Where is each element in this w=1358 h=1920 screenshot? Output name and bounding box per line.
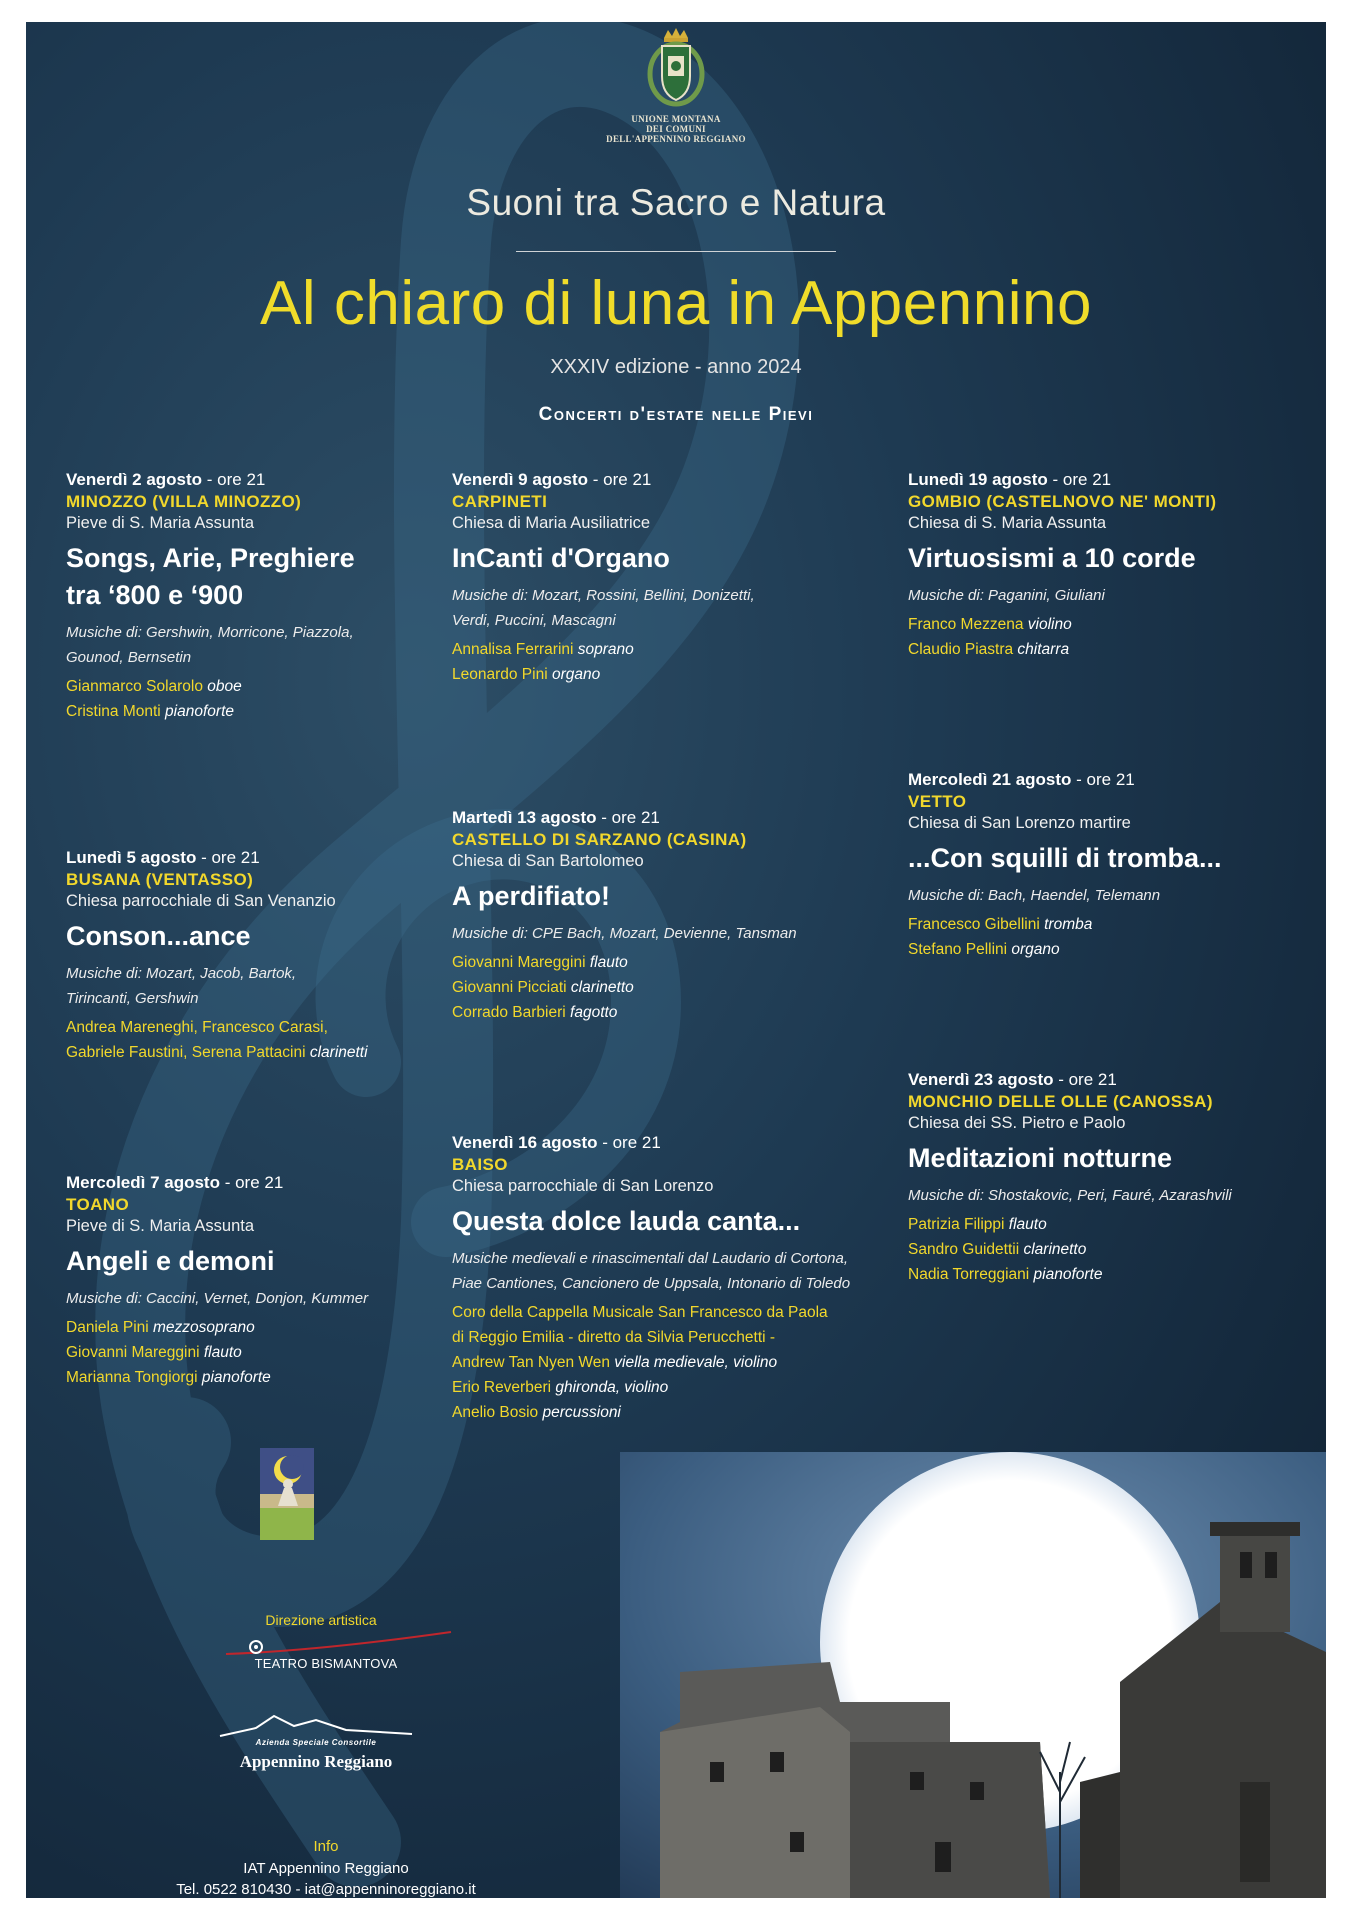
concert-program-line: Musiche di: Caccini, Vernet, Donjon, Kummer [66, 1290, 369, 1307]
performer-line [452, 662, 882, 687]
concert-time: - ore 21 [588, 470, 652, 489]
performer-instrument: flauto [1004, 1216, 1047, 1233]
concert-place: MINOZZO (VILLA MINOZZO) [66, 492, 302, 511]
concert-program-line: Musiche di: Paganini, Giuliani [908, 587, 1105, 604]
performer-name: Andrea Mareneghi, Francesco Carasi, [66, 1019, 328, 1036]
concert-time: - ore 21 [196, 848, 260, 867]
concert-title-line: InCanti d'Organo [452, 543, 670, 573]
teatro-name: TEATRO BISMANTOVA [254, 1656, 398, 1671]
concert-venue: Chiesa di Maria Ausiliatrice [452, 514, 651, 532]
concert-day: Venerdì 9 agosto [452, 470, 589, 489]
concert-day: Venerdì 16 agosto [452, 1133, 598, 1152]
poster [26, 22, 1326, 1898]
moonlight-photo [620, 1452, 1326, 1898]
performer-line [66, 1340, 426, 1365]
concert-program [452, 583, 882, 633]
performer-name: Annalisa Ferrarini [452, 641, 574, 658]
performer-instrument: chitarra [1013, 641, 1070, 658]
performer-instrument: clarinetti [305, 1044, 368, 1061]
performer-instrument: tromba [1039, 916, 1093, 933]
performer-line [66, 1315, 426, 1340]
azienda-name: Appennino Reggiano [239, 1752, 393, 1771]
mountain-logo-icon [216, 1710, 416, 1738]
concert-venue: Chiesa di San Lorenzo martire [908, 814, 1131, 832]
performer-line [452, 950, 882, 975]
concert-program-line: Musiche di: Mozart, Rossini, Bellini, Donizetti, [452, 587, 755, 604]
concert-title [452, 540, 882, 577]
performer-name: Andrew Tan Nyen Wen [452, 1354, 610, 1371]
concert-title-line: ...Con squilli di tromba... [908, 843, 1222, 873]
concert-title [908, 540, 1318, 577]
concert-date [66, 1172, 426, 1194]
performer-name: Sandro Guidettii [908, 1241, 1020, 1258]
performer-line [452, 1300, 892, 1325]
performer-name: Anelio Bosio [452, 1404, 539, 1421]
concert-performers [908, 912, 1318, 962]
concert-venue: Pieve di S. Maria Assunta [66, 1217, 255, 1235]
concert-performers [908, 612, 1318, 662]
performer-line [908, 1262, 1318, 1287]
performer-name: Leonardo Pini [452, 666, 548, 683]
concert-day: Mercoledì 7 agosto [66, 1173, 220, 1192]
performer-name: Gabriele Faustini, Serena Pattacini [66, 1044, 306, 1061]
performer-line [452, 975, 882, 1000]
concert-program [66, 1286, 426, 1311]
concert-card [908, 469, 1318, 662]
performer-line [452, 1000, 882, 1025]
performer-line [452, 1350, 892, 1375]
crest-caption-1: UNIONE MONTANA [631, 114, 721, 124]
performer-name: Erio Reverberi [452, 1379, 552, 1396]
concert-venue: Chiesa di S. Maria Assunta [908, 514, 1107, 532]
concert-program [452, 1246, 892, 1296]
performer-name: Patrizia Filippi [908, 1216, 1005, 1233]
concert-program-line: Musiche di: Mozart, Jacob, Bartok, [66, 965, 297, 982]
performer-line [452, 1400, 892, 1425]
concert-place: MONCHIO DELLE OLLE (CANOSSA) [908, 1092, 1213, 1111]
performer-name: Nadia Torreggiani [908, 1266, 1030, 1283]
concert-program [452, 921, 882, 946]
concert-performers [908, 1212, 1318, 1287]
performer-line [908, 1212, 1318, 1237]
concert-card [908, 769, 1318, 962]
concert-performers [452, 1300, 892, 1425]
performer-instrument: flauto [585, 954, 628, 971]
series-title: Suoni tra Sacro e Natura [466, 182, 886, 223]
performer-instrument: fagotto [565, 1004, 618, 1021]
performer-instrument: mezzosoprano [148, 1319, 255, 1336]
concert-title-line: tra ‘800 e ‘900 [66, 580, 244, 610]
concert-program [908, 583, 1318, 608]
performer-line [908, 1237, 1318, 1262]
performer-line [66, 1365, 426, 1390]
performer-instrument: pianoforte [1029, 1266, 1103, 1283]
concert-card [908, 1069, 1318, 1287]
concert-performers [66, 1015, 426, 1065]
concert-place: TOANO [66, 1195, 130, 1214]
concert-venue: Chiesa parrocchiale di San Venanzio [66, 892, 336, 910]
crest-icon [646, 24, 706, 110]
concert-title-line: Angeli e demoni [66, 1246, 275, 1276]
performer-name: Francesco Gibellini [908, 916, 1040, 933]
performer-line [908, 937, 1318, 962]
concert-venue: Chiesa dei SS. Pietro e Paolo [908, 1114, 1126, 1132]
performer-name: Cristina Monti [66, 703, 161, 720]
concert-card [66, 469, 426, 724]
performer-line [66, 1040, 426, 1065]
performer-name: Giovanni Mareggini [452, 954, 586, 971]
performer-line [908, 912, 1318, 937]
concert-card [452, 807, 882, 1025]
edition: XXXIV edizione - anno 2024 [550, 356, 802, 378]
concert-venue: Pieve di S. Maria Assunta [66, 514, 255, 532]
concert-place: BUSANA (VENTASSO) [66, 870, 254, 889]
concert-date [452, 807, 882, 829]
performer-name: Giovanni Mareggini [66, 1344, 200, 1361]
performer-line [908, 637, 1318, 662]
concert-day: Martedì 13 agosto [452, 808, 597, 827]
concert-program-line: Musiche di: Bach, Haendel, Telemann [908, 887, 1161, 904]
concert-card [452, 1132, 892, 1425]
concert-date [66, 847, 426, 869]
concert-program-line: Piae Cantiones, Cancionero de Uppsala, Intonario di Toledo [452, 1275, 851, 1292]
concert-performers [66, 674, 426, 724]
concert-date [452, 1132, 892, 1154]
concert-date [66, 469, 426, 491]
performer-name: Coro della Cappella Musicale San Francesco da Paola [452, 1304, 828, 1321]
concert-title-line: Questa dolce lauda canta... [452, 1206, 801, 1236]
performer-line [452, 1375, 892, 1400]
concert-day: Venerdì 2 agosto [66, 470, 203, 489]
performer-name: Stefano Pellini [908, 941, 1008, 958]
performer-name: Corrado Barbieri [452, 1004, 566, 1021]
performer-line [66, 674, 426, 699]
concert-performers [452, 637, 882, 687]
concert-title [452, 1203, 892, 1240]
performer-line [908, 612, 1318, 637]
performer-instrument: pianoforte [160, 703, 234, 720]
performer-instrument: oboe [202, 678, 242, 695]
concert-place: CARPINETI [452, 492, 548, 511]
concert-program [66, 961, 426, 1011]
concert-date [908, 1069, 1318, 1091]
performer-name: Franco Mezzena [908, 616, 1024, 633]
main-title: Al chiaro di luna in Appennino [260, 269, 1092, 338]
concert-program-line: Verdi, Puccini, Mascagni [452, 612, 616, 629]
crest-caption-2: DEI COMUNI [646, 124, 706, 134]
concert-time: - ore 21 [596, 808, 660, 827]
performer-instrument: viella medievale, violino [609, 1354, 778, 1371]
concert-performers [66, 1315, 426, 1390]
concert-place: BAISO [452, 1155, 508, 1174]
performer-instrument: organo [1007, 941, 1060, 958]
concert-performers [452, 950, 882, 1025]
concert-time: - ore 21 [202, 470, 266, 489]
info-org: IAT Appennino Reggiano [243, 1860, 409, 1877]
concert-day: Lunedì 5 agosto [66, 848, 197, 867]
concert-place: GOMBIO (CASTELNOVO NE' MONTI) [908, 492, 1217, 511]
performer-name: Gianmarco Solarolo [66, 678, 203, 695]
concert-program [66, 620, 426, 670]
performer-instrument: organo [547, 666, 601, 683]
concert-card [452, 469, 882, 687]
concert-program-line: Tirincanti, Gershwin [66, 990, 199, 1007]
performer-line [452, 637, 882, 662]
concert-title [66, 1243, 426, 1280]
performer-instrument: pianoforte [197, 1369, 271, 1386]
concert-program-line: Musiche di: Shostakovic, Peri, Fauré, Azarashvili [908, 1187, 1232, 1204]
performer-instrument: violino [1023, 616, 1072, 633]
concert-place: VETTO [908, 792, 967, 811]
concert-program-line: Gounod, Bernsetin [66, 649, 192, 666]
concert-date [452, 469, 882, 491]
concert-day: Venerdì 23 agosto [908, 1070, 1054, 1089]
subtitle: Concerti d'estate nelle Pievi [538, 404, 814, 425]
concert-title-line: Meditazioni notturne [908, 1143, 1172, 1173]
concert-date [908, 769, 1318, 791]
concert-day: Lunedì 19 agosto [908, 470, 1048, 489]
performer-instrument: percussioni [538, 1404, 621, 1421]
concert-title [908, 840, 1318, 877]
concert-title [452, 878, 882, 915]
concert-program-line: Musiche di: CPE Bach, Mozart, Devienne, Tansman [452, 925, 797, 942]
concert-program [908, 883, 1318, 908]
concert-time: - ore 21 [219, 1173, 284, 1192]
concert-venue: Chiesa di San Bartolomeo [452, 852, 644, 870]
performer-instrument: ghironda, violino [551, 1379, 669, 1396]
performer-instrument: clarinetto [1019, 1241, 1087, 1258]
concert-day: Mercoledì 21 agosto [908, 770, 1072, 789]
concert-card [66, 1172, 426, 1390]
performer-name: Giovanni Picciati [452, 979, 567, 996]
concert-place: CASTELLO DI SARZANO (CASINA) [452, 830, 747, 849]
direction-label: Direzione artistica [265, 1612, 377, 1628]
concert-program-line: Musiche di: Gershwin, Morricone, Piazzola, [66, 624, 354, 641]
title-divider [516, 251, 836, 252]
concert-venue: Chiesa parrocchiale di San Lorenzo [452, 1177, 714, 1195]
performer-name: Daniela Pini [66, 1319, 149, 1336]
performer-instrument: flauto [199, 1344, 242, 1361]
performer-line [66, 1015, 426, 1040]
performer-name: Marianna Tongiorgi [66, 1369, 198, 1386]
concert-time: - ore 21 [597, 1133, 661, 1152]
concert-title [66, 540, 426, 614]
info-contacts[interactable]: Tel. 0522 810430 - iat@appenninoreggiano.it [176, 1881, 476, 1898]
concert-title-line: Songs, Arie, Preghiere [66, 543, 355, 573]
concert-time: - ore 21 [1071, 770, 1135, 789]
performer-name: Claudio Piastra [908, 641, 1014, 658]
performer-instrument: clarinetto [566, 979, 634, 996]
concert-program [908, 1183, 1318, 1208]
performer-line [66, 699, 426, 724]
concert-time: - ore 21 [1047, 470, 1112, 489]
concert-title-line: Virtuosismi a 10 corde [908, 543, 1196, 573]
moon-tile-icon [260, 1448, 314, 1540]
info-label: Info [313, 1838, 339, 1855]
azienda-label: Azienda Speciale Consortile [255, 1738, 377, 1747]
performer-instrument: soprano [573, 641, 634, 658]
crest-caption-3: DELL'APPENNINO REGGIANO [606, 134, 746, 144]
concert-time: - ore 21 [1053, 1070, 1117, 1089]
concert-card [66, 847, 426, 1065]
performer-line [452, 1325, 892, 1350]
performer-name: di Reggio Emilia - diretto da Silvia Perucchetti - [452, 1329, 776, 1346]
concert-title [66, 918, 426, 955]
concert-title [908, 1140, 1318, 1177]
concert-title-line: A perdifiato! [452, 881, 610, 911]
concert-date [908, 469, 1318, 491]
concert-title-line: Conson...ance [66, 921, 251, 951]
concert-program-line: Musiche medievali e rinascimentali dal Laudario di Cortona, [452, 1250, 849, 1267]
